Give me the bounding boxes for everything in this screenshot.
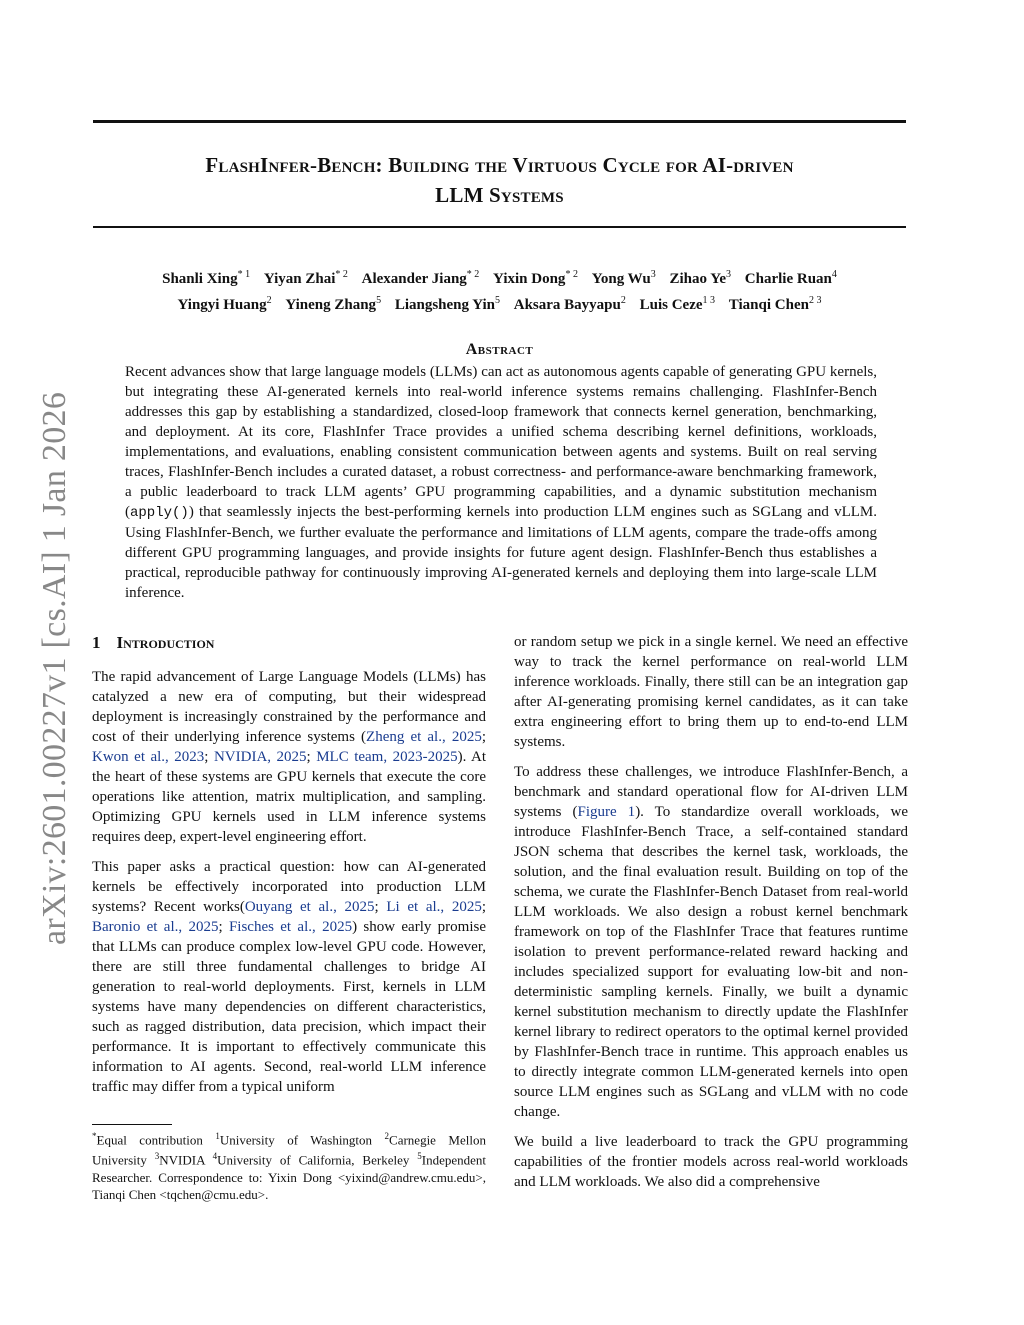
footnote: *Equal contribution $^1$University of Washington $^2$Carnegie Mellon University $^3$NVIDIA $^4$University of California, Berkeley $^5$Independent Researcher. Correspondence to: Yixin Dong <yixind@andrew.cmu.edu>, Tianqi Chen <tqchen@cmu.edu>.	[92, 1131, 486, 1202]
citation-link[interactable]: MLC team, 2023-2025	[316, 749, 458, 765]
paragraph: This paper asks a practical question: how can AI-generated kernels be effectively incorporated into production LLM systems? Recent works(Ouyang et al., 2025; Li et al., 2025; Baronio et al., 2025; Fisches et al., 2025) show early promise that LLMs can produce complex low-level GPU code. However, there are still three fundamental challenges to bridge AI generation to real-world deployments. First, kernels in LLM systems have many dependencies on different characteristics, such as ragged distribution, data precision, which impact their performance. It is important to effectively communicate this information to AI agents. Second, real-world LLM inference traffic may differ from a typical uniform	[92, 859, 487, 1095]
title-line-2: LLM Systems	[435, 183, 564, 207]
author: Yixin Dong$^{* 2}$	[493, 269, 578, 287]
author: Shanli Xing$^{* 1}$	[162, 269, 251, 287]
author: Luis Ceze$^{1 3}$	[639, 295, 716, 313]
author: Aksara Bayyapu$^2$	[513, 295, 626, 313]
figure-reference-link[interactable]: Figure 1	[577, 804, 636, 820]
paper-title	[93, 150, 906, 210]
author-row-1	[93, 264, 906, 290]
footnote-rule	[92, 1124, 172, 1125]
paragraph: To address these challenges, we introduce FlashInfer-Bench, a benchmark and standard operational flow for AI-driven LLM systems (Figure 1). To standardize overall workloads, we introduce FlashInfer-Bench Trace, a self-contained standard JSON schema that describes the kernel task, workloads, the solution, and the final evaluation result. Building on top of the schema, we curate the FlashInfer-Bench Dataset from real-world LLM workloads. We also design a robust kernel benchmark framework on top of the FlashInfer Trace that features runtime isolation to prevent performance-related reward hacking and includes specialized support for evaluating low-bit and non-deterministic sampling kernels. Finally, we built a dynamic kernel substitution mechanism to directly update the FlashInfer kernel library to redirect operators to the optimal kernel provided by FlashInfer-Bench trace in runtime. This approach enables us to directly integrate common LLM-generated kernels into open source LLM engines such as SGLang and vLLM with no code change.	[514, 764, 908, 1120]
citation-link[interactable]: Baronio et al., 2025	[92, 919, 219, 935]
citation-link[interactable]: NVIDIA, 2025	[213, 749, 307, 765]
paragraph: We build a live leaderboard to track the GPU programming capabilities of the frontier models across real-world workloads and LLM workloads. We also did a comprehensive	[514, 1134, 908, 1190]
left-column	[92, 632, 486, 1107]
author: Yineng Zhang$^5$	[285, 295, 382, 313]
citation-link[interactable]: Li et al., 2025	[386, 899, 482, 915]
author: Alexander Jiang$^{* 2}$	[361, 269, 480, 287]
author: Yiyan Zhai$^{* 2}$	[263, 269, 348, 287]
author: Tianqi Chen$^{2 3}$	[728, 295, 822, 313]
inline-code: apply()	[130, 505, 189, 521]
author: Zihao Ye$^3$	[669, 269, 732, 287]
citation-link[interactable]: Ouyang et al., 2025	[244, 899, 375, 915]
citation-link[interactable]: Fisches et al., 2025	[228, 919, 353, 935]
right-column	[514, 632, 908, 1202]
section-heading-introduction: 1 Introduction	[92, 633, 215, 652]
abstract-heading: Abstract	[465, 341, 534, 358]
abstract-body: Recent advances show that large language models (LLMs) can act as autonomous agents capable of generating GPU kernels, but integrating these AI-generated kernels into real-world inference systems remains challenging. FlashInfer-Bench addresses this gap by establishing a standardized, closed-loop framework that connects kernel generation, benchmarking, and deployment. At its core, FlashInfer Trace provides a unified schema describing kernel definitions, workloads, implementations, and evaluations, enabling consistent communication between agents and systems. Built on real serving traces, FlashInfer-Bench includes a curated dataset, a robust correctness- and performance-aware benchmarking framework, a public leaderboard to track LLM agents’ GPU programming capabilities, and a dynamic substitution mechanism (apply()) that seamlessly injects the best-performing kernels into production LLM engines such as SGLang and vLLM. Using FlashInfer-Bench, we further evaluate the performance and limitations of LLM agents, compare the trade-offs among different GPU programming languages, and provide insights for future agent design. FlashInfer-Bench thus establishes a practical, reproducible pathway for continuously improving AI-generated kernels and deploying them into large-scale LLM inference.	[125, 364, 877, 601]
title-top-rule	[93, 120, 906, 123]
author: Charlie Ruan$^4$	[744, 269, 837, 287]
author: Yingyi Huang$^2$	[177, 295, 272, 313]
paragraph: or random setup we pick in a single kernel. We need an effective way to track the kernel performance on real-world LLM inference workloads. Finally, there still can be an integration gap after AI-generating promising kernel candidates, as it can take extra engineering effort to bring them up to end-to-end LLM systems.	[514, 634, 908, 750]
citation-link[interactable]: Kwon et al., 2023	[92, 749, 205, 765]
author-row-2	[93, 290, 906, 316]
paragraph: The rapid advancement of Large Language Models (LLMs) has catalyzed a new era of computing, but their widespread deployment is increasingly constrained by the performance and cost of their underlying inference systems (Zheng et al., 2025; Kwon et al., 2023; NVIDIA, 2025; MLC team, 2023-2025). At the heart of these systems are GPU kernels that execute the core operations like attention, matrix multiplication, and sampling. Optimizing GPU kernels used in LLM inference systems requires deep, expert-level engineering effort.	[92, 669, 487, 845]
arxiv-identifier-stamp: arXiv:2601.00227v1 [cs.AI] 1 Jan 2026	[36, 391, 73, 945]
author: Yong Wu$^3$	[591, 269, 656, 287]
citation-link[interactable]: Zheng et al., 2025	[366, 729, 482, 745]
title-line-1: FlashInfer-Bench: Building the Virtuous Cycle for AI-driven	[205, 153, 794, 177]
author: Liangsheng Yin$^5$	[394, 295, 500, 313]
author-list	[93, 264, 906, 316]
title-bottom-rule	[93, 226, 906, 228]
